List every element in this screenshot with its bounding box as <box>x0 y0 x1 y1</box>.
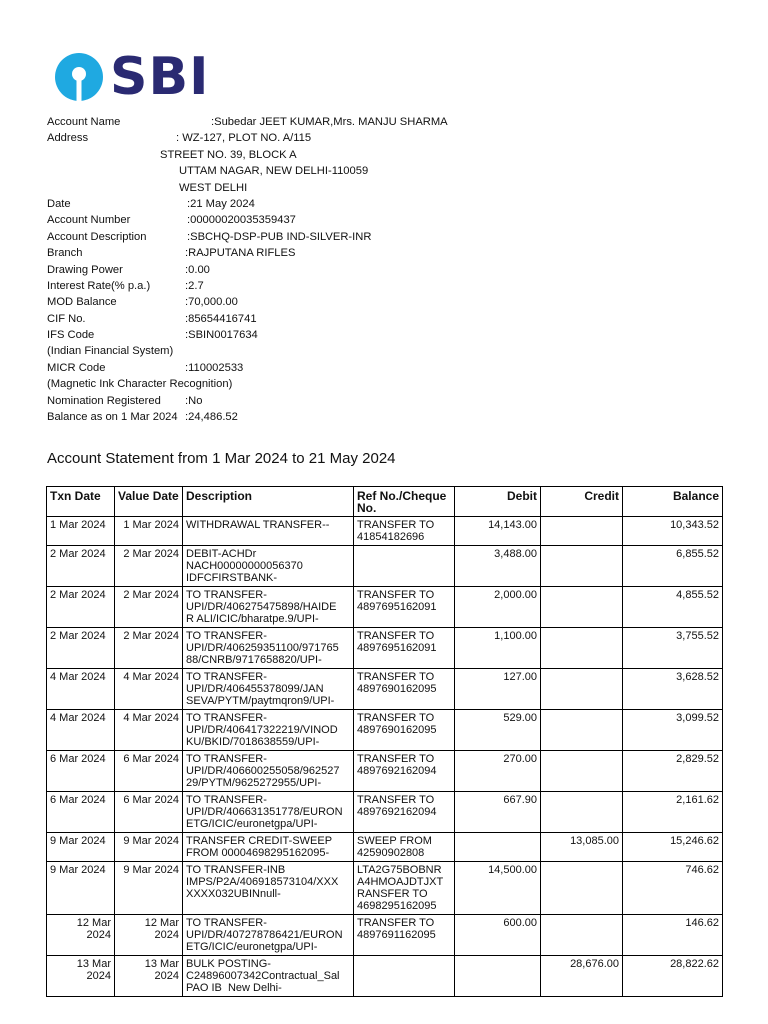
cell-txn-date: 9 Mar 2024 <box>47 833 115 862</box>
cell-txn-date: 2 Mar 2024 <box>47 587 115 628</box>
cell-ref-no: TRANSFER TO 4897695162091 <box>354 587 455 628</box>
table-row <box>47 628 723 669</box>
statement-title: Account Statement from 1 Mar 2024 to 21 May 2024 <box>47 450 396 467</box>
sbi-logo-text: SBI <box>110 47 210 107</box>
cell-value-date: 13 Mar 2024 <box>115 956 183 997</box>
address-line-1: : WZ-127, PLOT NO. A/115 <box>176 132 312 145</box>
mod-balance-value: :70,000.00 <box>185 296 238 309</box>
cell-value-date: 6 Mar 2024 <box>115 792 183 833</box>
cell-txn-date: 2 Mar 2024 <box>47 628 115 669</box>
cell-credit <box>541 862 623 915</box>
cell-credit <box>541 587 623 628</box>
cell-balance: 146.62 <box>623 915 723 956</box>
cell-ref-no: TRANSFER TO 41854182696 <box>354 517 455 546</box>
date-label: Date <box>47 197 71 210</box>
cell-txn-date: 12 Mar 2024 <box>47 915 115 956</box>
address-line-4: WEST DELHI <box>179 181 248 194</box>
micr-note: (Magnetic Ink Character Recognition) <box>47 378 233 391</box>
cell-value-date: 2 Mar 2024 <box>115 587 183 628</box>
micr-label: MICR Code <box>47 361 106 374</box>
cell-ref-no: TRANSFER TO 4897690162095 <box>354 710 455 751</box>
cell-txn-date: 1 Mar 2024 <box>47 517 115 546</box>
col-header-credit: Credit <box>541 487 623 517</box>
sbi-logo <box>54 47 210 107</box>
account-number-label: Account Number <box>47 214 131 227</box>
transactions-table <box>46 486 723 997</box>
cell-txn-date: 13 Mar 2024 <box>47 956 115 997</box>
cell-value-date: 9 Mar 2024 <box>115 862 183 915</box>
cell-credit <box>541 517 623 546</box>
cell-value-date: 12 Mar 2024 <box>115 915 183 956</box>
cell-description: BULK POSTING- C24896007342Contractual_Sal PAO IB New Delhi- <box>183 956 354 997</box>
cell-description: TO TRANSFER- UPI/DR/406455378099/JAN SEVA/PYTM/paytmqron9/UPI- <box>183 669 354 710</box>
cell-value-date: 4 Mar 2024 <box>115 669 183 710</box>
cell-description: TO TRANSFER- UPI/DR/406275475898/HAIDE R ALI/ICIC/bharatpe.9/UPI- <box>183 587 354 628</box>
cell-balance: 2,161.62 <box>623 792 723 833</box>
cell-credit <box>541 710 623 751</box>
cif-label: CIF No. <box>47 312 86 325</box>
table-row <box>47 956 723 997</box>
cell-debit: 14,500.00 <box>455 862 541 915</box>
cell-description: WITHDRAWAL TRANSFER-- <box>183 517 354 546</box>
cell-ref-no: SWEEP FROM 42590902808 <box>354 833 455 862</box>
cell-value-date: 2 Mar 2024 <box>115 628 183 669</box>
cell-balance: 746.62 <box>623 862 723 915</box>
table-row <box>47 517 723 546</box>
cell-debit <box>455 833 541 862</box>
date-value: :21 May 2024 <box>187 197 255 210</box>
cell-value-date: 6 Mar 2024 <box>115 751 183 792</box>
table-row <box>47 587 723 628</box>
cell-credit <box>541 915 623 956</box>
cell-txn-date: 9 Mar 2024 <box>47 862 115 915</box>
cell-debit: 3,488.00 <box>455 546 541 587</box>
table-row <box>47 833 723 862</box>
cell-debit: 14,143.00 <box>455 517 541 546</box>
table-row <box>47 669 723 710</box>
table-row <box>47 915 723 956</box>
cif-value: :85654416741 <box>185 312 257 325</box>
branch-label: Branch <box>47 247 83 260</box>
ifs-label: IFS Code <box>47 329 95 342</box>
cell-debit: 600.00 <box>455 915 541 956</box>
table-row <box>47 792 723 833</box>
cell-credit <box>541 546 623 587</box>
cell-debit: 2,000.00 <box>455 587 541 628</box>
cell-description: TRANSFER CREDIT-SWEEP FROM 00004698295162095- <box>183 833 354 862</box>
table-row <box>47 546 723 587</box>
cell-value-date: 2 Mar 2024 <box>115 546 183 587</box>
table-row <box>47 751 723 792</box>
cell-credit <box>541 669 623 710</box>
cell-balance: 4,855.52 <box>623 587 723 628</box>
opening-balance-value: :24,486.52 <box>185 411 238 424</box>
cell-description: TO TRANSFER- UPI/DR/407278786421/EURON ETG/ICIC/euronetgpa/UPI- <box>183 915 354 956</box>
cell-txn-date: 6 Mar 2024 <box>47 792 115 833</box>
micr-value: :110002533 <box>185 361 244 374</box>
table-row <box>47 862 723 915</box>
col-header-ref-no: Ref No./Cheque No. <box>354 487 455 517</box>
cell-credit <box>541 751 623 792</box>
cell-debit: 270.00 <box>455 751 541 792</box>
account-name-value: :Subedar JEET KUMAR,Mrs. MANJU SHARMA <box>211 116 448 128</box>
cell-ref-no: TRANSFER TO 4897695162091 <box>354 628 455 669</box>
cell-description: TO TRANSFER- UPI/DR/406259351100/971765 88/CNRB/9717658820/UPI- <box>183 628 354 669</box>
cell-ref-no: LTA2G75BOBNR A4HMOAJDTJXT RANSFER TO 4698295162095 <box>354 862 455 915</box>
cell-balance: 2,829.52 <box>623 751 723 792</box>
nomination-value: :No <box>185 394 203 407</box>
table-header-row <box>47 487 723 517</box>
interest-rate-label: Interest Rate(% p.a.) <box>47 279 151 292</box>
cell-description: TO TRANSFER- UPI/DR/406417322219/VINOD KU/BKID/7018638559/UPI- <box>183 710 354 751</box>
address-line-3: UTTAM NAGAR, NEW DELHI-110059 <box>179 165 369 178</box>
cell-balance: 10,343.52 <box>623 517 723 546</box>
address-label: Address <box>47 132 89 145</box>
cell-value-date: 9 Mar 2024 <box>115 833 183 862</box>
cell-txn-date: 4 Mar 2024 <box>47 710 115 751</box>
drawing-power-value: :0.00 <box>185 263 210 276</box>
cell-description: TO TRANSFER-INB IMPS/P2A/406918573104/XXX XXXX032UBINnull- <box>183 862 354 915</box>
cell-debit: 529.00 <box>455 710 541 751</box>
cell-ref-no: TRANSFER TO 4897691162095 <box>354 915 455 956</box>
cell-balance: 15,246.62 <box>623 833 723 862</box>
cell-ref-no <box>354 956 455 997</box>
interest-rate-value: :2.7 <box>185 279 204 292</box>
opening-balance-label: Balance as on 1 Mar 2024 <box>47 411 178 424</box>
col-header-debit: Debit <box>455 487 541 517</box>
cell-balance: 3,099.52 <box>623 710 723 751</box>
cell-value-date: 4 Mar 2024 <box>115 710 183 751</box>
cell-description: TO TRANSFER- UPI/DR/406600255058/962527 29/PYTM/9625272955/UPI- <box>183 751 354 792</box>
cell-balance: 28,822.62 <box>623 956 723 997</box>
col-header-value-date: Value Date <box>115 487 183 517</box>
cell-description: TO TRANSFER- UPI/DR/406631351778/EURON ETG/ICIC/euronetgpa/UPI- <box>183 792 354 833</box>
sbi-keyhole-icon <box>54 52 104 102</box>
table-row <box>47 710 723 751</box>
cell-ref-no: TRANSFER TO 4897690162095 <box>354 669 455 710</box>
cell-debit <box>455 956 541 997</box>
mod-balance-label: MOD Balance <box>47 296 117 309</box>
col-header-balance: Balance <box>623 487 723 517</box>
col-header-txn-date: Txn Date <box>47 487 115 517</box>
col-header-description: Description <box>183 487 354 517</box>
cell-debit: 667.90 <box>455 792 541 833</box>
cell-debit: 127.00 <box>455 669 541 710</box>
cell-value-date: 1 Mar 2024 <box>115 517 183 546</box>
cell-credit: 13,085.00 <box>541 833 623 862</box>
transactions-body <box>47 517 723 997</box>
address-line-2: STREET NO. 39, BLOCK A <box>160 148 297 161</box>
cell-balance: 3,628.52 <box>623 669 723 710</box>
ifs-value: :SBIN0017634 <box>185 329 258 342</box>
account-description-label: Account Description <box>47 230 147 243</box>
cell-ref-no: TRANSFER TO 4897692162094 <box>354 792 455 833</box>
nomination-label: Nomination Registered <box>47 394 161 407</box>
branch-value: :RAJPUTANA RIFLES <box>185 247 296 260</box>
ifs-note: (Indian Financial System) <box>47 345 174 358</box>
cell-balance: 3,755.52 <box>623 628 723 669</box>
cell-txn-date: 6 Mar 2024 <box>47 751 115 792</box>
cell-credit <box>541 792 623 833</box>
cell-credit <box>541 628 623 669</box>
cell-txn-date: 4 Mar 2024 <box>47 669 115 710</box>
account-number-value: :00000020035359437 <box>187 214 296 227</box>
cell-description: DEBIT-ACHDr NACH00000000056370 IDFCFIRSTBANK- <box>183 546 354 587</box>
account-name-label: Account Name <box>47 116 121 128</box>
cell-ref-no: TRANSFER TO 4897692162094 <box>354 751 455 792</box>
drawing-power-label: Drawing Power <box>47 263 123 276</box>
cell-txn-date: 2 Mar 2024 <box>47 546 115 587</box>
cell-ref-no <box>354 546 455 587</box>
account-description-value: :SBCHQ-DSP-PUB IND-SILVER-INR <box>187 230 372 243</box>
cell-balance: 6,855.52 <box>623 546 723 587</box>
cell-debit: 1,100.00 <box>455 628 541 669</box>
cell-credit: 28,676.00 <box>541 956 623 997</box>
